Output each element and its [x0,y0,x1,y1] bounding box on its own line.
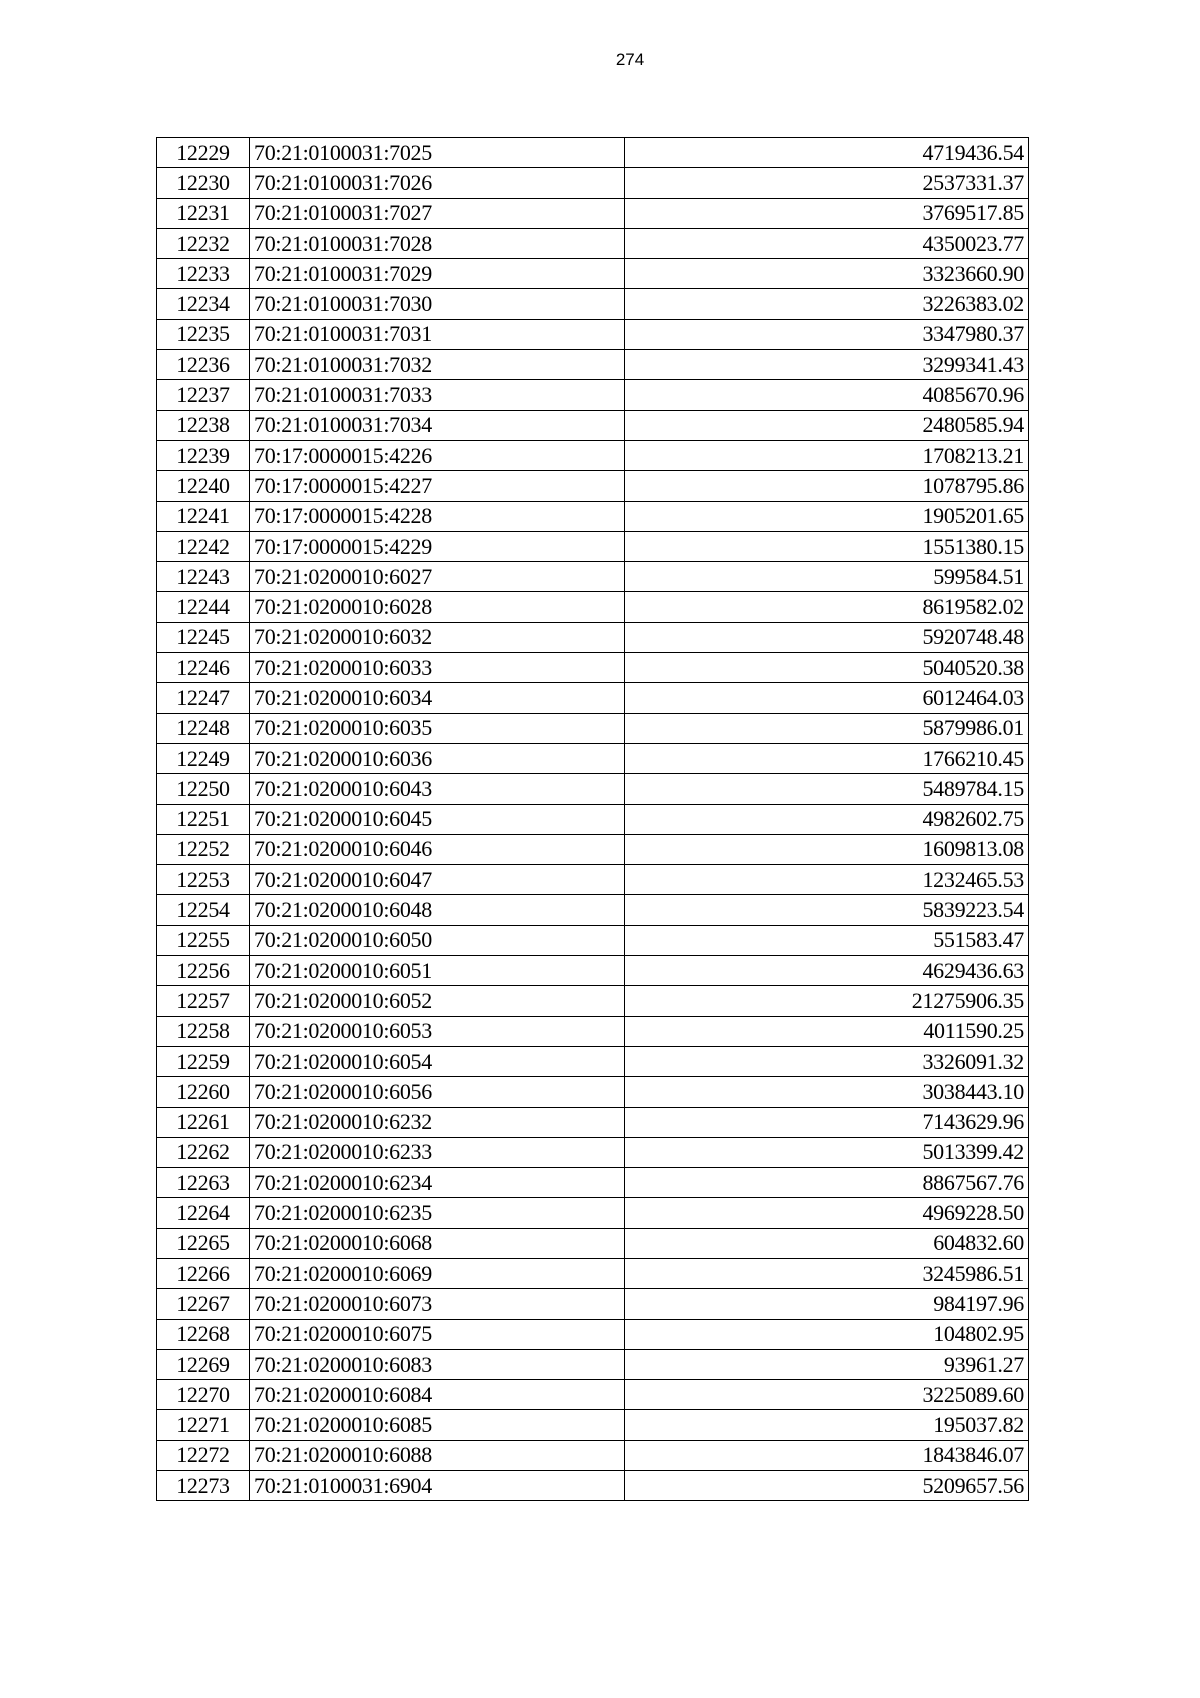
row-number-cell: 12235 [157,319,250,349]
table-row [157,138,1029,168]
table-row [157,1228,1029,1258]
row-number-cell: 12238 [157,410,250,440]
table-row [157,1107,1029,1137]
cadastral-number-cell: 70:21:0200010:6235 [250,1198,625,1228]
row-number-cell: 12264 [157,1198,250,1228]
cadastral-number-cell: 70:21:0200010:6051 [250,956,625,986]
row-number-cell: 12268 [157,1319,250,1349]
table-row [157,259,1029,289]
table-row [157,289,1029,319]
row-number-cell: 12233 [157,259,250,289]
cadastral-number-cell: 70:21:0200010:6035 [250,713,625,743]
value-cell: 4719436.54 [625,138,1029,168]
value-cell: 604832.60 [625,1228,1029,1258]
table-row [157,1046,1029,1076]
value-cell: 93961.27 [625,1349,1029,1379]
cadastral-number-cell: 70:21:0200010:6232 [250,1107,625,1137]
row-number-cell: 12246 [157,653,250,683]
cadastral-number-cell: 70:21:0200010:6027 [250,562,625,592]
value-cell: 3769517.85 [625,198,1029,228]
table-row [157,592,1029,622]
table-row [157,743,1029,773]
value-cell: 4011590.25 [625,1016,1029,1046]
table-row [157,380,1029,410]
table-row [157,713,1029,743]
row-number-cell: 12259 [157,1046,250,1076]
row-number-cell: 12257 [157,986,250,1016]
table-row [157,1349,1029,1379]
row-number-cell: 12258 [157,1016,250,1046]
row-number-cell: 12230 [157,168,250,198]
table-row [157,1137,1029,1167]
cadastral-number-cell: 70:21:0200010:6028 [250,592,625,622]
cadastral-number-cell: 70:21:0200010:6234 [250,1168,625,1198]
cadastral-number-cell: 70:21:0200010:6043 [250,774,625,804]
cadastral-number-cell: 70:21:0200010:6034 [250,683,625,713]
value-cell: 4969228.50 [625,1198,1029,1228]
cadastral-number-cell: 70:21:0200010:6069 [250,1258,625,1288]
table-row [157,834,1029,864]
table-row [157,228,1029,258]
cadastral-number-cell: 70:17:0000015:4229 [250,531,625,561]
value-cell: 195037.82 [625,1410,1029,1440]
table-row [157,774,1029,804]
cadastral-number-cell: 70:21:0100031:7034 [250,410,625,440]
table-row [157,1198,1029,1228]
value-cell: 8619582.02 [625,592,1029,622]
table-row [157,1471,1029,1501]
row-number-cell: 12250 [157,774,250,804]
row-number-cell: 12263 [157,1168,250,1198]
value-cell: 1708213.21 [625,440,1029,470]
value-cell: 1078795.86 [625,471,1029,501]
value-cell: 7143629.96 [625,1107,1029,1137]
table-row [157,1289,1029,1319]
value-cell: 5013399.42 [625,1137,1029,1167]
value-cell: 8867567.76 [625,1168,1029,1198]
cadastral-number-cell: 70:17:0000015:4227 [250,471,625,501]
row-number-cell: 12244 [157,592,250,622]
table-row [157,804,1029,834]
table-row [157,1380,1029,1410]
cadastral-number-cell: 70:21:0200010:6088 [250,1440,625,1470]
cadastral-number-cell: 70:21:0200010:6075 [250,1319,625,1349]
cadastral-number-cell: 70:21:0100031:7029 [250,259,625,289]
row-number-cell: 12240 [157,471,250,501]
value-cell: 6012464.03 [625,683,1029,713]
table-row [157,1077,1029,1107]
row-number-cell: 12232 [157,228,250,258]
cadastral-number-cell: 70:21:0200010:6054 [250,1046,625,1076]
table-row [157,986,1029,1016]
cadastral-number-cell: 70:21:0200010:6084 [250,1380,625,1410]
cadastral-number-cell: 70:21:0200010:6085 [250,1410,625,1440]
value-cell: 2480585.94 [625,410,1029,440]
cadastral-number-cell: 70:21:0100031:7030 [250,289,625,319]
row-number-cell: 12242 [157,531,250,561]
value-cell: 984197.96 [625,1289,1029,1319]
cadastral-number-cell: 70:21:0200010:6053 [250,1016,625,1046]
row-number-cell: 12229 [157,138,250,168]
cadastral-number-cell: 70:21:0100031:7031 [250,319,625,349]
table-row [157,471,1029,501]
table-row [157,956,1029,986]
row-number-cell: 12265 [157,1228,250,1258]
table-row [157,531,1029,561]
row-number-cell: 12272 [157,1440,250,1470]
value-cell: 5920748.48 [625,622,1029,652]
value-cell: 1232465.53 [625,865,1029,895]
value-cell: 3347980.37 [625,319,1029,349]
row-number-cell: 12241 [157,501,250,531]
value-cell: 104802.95 [625,1319,1029,1349]
table-row [157,1168,1029,1198]
row-number-cell: 12270 [157,1380,250,1410]
row-number-cell: 12247 [157,683,250,713]
value-cell: 599584.51 [625,562,1029,592]
table-row [157,350,1029,380]
cadastral-number-cell: 70:17:0000015:4228 [250,501,625,531]
cadastral-number-cell: 70:21:0200010:6048 [250,895,625,925]
row-number-cell: 12255 [157,925,250,955]
row-number-cell: 12254 [157,895,250,925]
cadastral-number-cell: 70:21:0100031:7032 [250,350,625,380]
registry-table [156,137,1029,1501]
table-row [157,198,1029,228]
row-number-cell: 12251 [157,804,250,834]
cadastral-number-cell: 70:21:0200010:6073 [250,1289,625,1319]
table-row [157,1016,1029,1046]
value-cell: 5839223.54 [625,895,1029,925]
value-cell: 1551380.15 [625,531,1029,561]
table-row [157,1440,1029,1470]
value-cell: 4350023.77 [625,228,1029,258]
table-row [157,622,1029,652]
row-number-cell: 12253 [157,865,250,895]
cadastral-number-cell: 70:21:0200010:6083 [250,1349,625,1379]
cadastral-number-cell: 70:17:0000015:4226 [250,440,625,470]
value-cell: 551583.47 [625,925,1029,955]
cadastral-number-cell: 70:21:0200010:6032 [250,622,625,652]
row-number-cell: 12260 [157,1077,250,1107]
value-cell: 4629436.63 [625,956,1029,986]
cadastral-number-cell: 70:21:0200010:6052 [250,986,625,1016]
table-row [157,653,1029,683]
value-cell: 3226383.02 [625,289,1029,319]
cadastral-number-cell: 70:21:0100031:7028 [250,228,625,258]
row-number-cell: 12231 [157,198,250,228]
cadastral-number-cell: 70:21:0200010:6050 [250,925,625,955]
value-cell: 5040520.38 [625,653,1029,683]
value-cell: 5879986.01 [625,713,1029,743]
cadastral-number-cell: 70:21:0100031:6904 [250,1471,625,1501]
row-number-cell: 12267 [157,1289,250,1319]
table-row [157,865,1029,895]
cadastral-number-cell: 70:21:0200010:6033 [250,653,625,683]
table-row [157,1258,1029,1288]
row-number-cell: 12234 [157,289,250,319]
table-row [157,925,1029,955]
row-number-cell: 12273 [157,1471,250,1501]
row-number-cell: 12252 [157,834,250,864]
row-number-cell: 12261 [157,1107,250,1137]
row-number-cell: 12271 [157,1410,250,1440]
value-cell: 2537331.37 [625,168,1029,198]
value-cell: 1609813.08 [625,834,1029,864]
registry-table-body [157,138,1029,1501]
cadastral-number-cell: 70:21:0200010:6233 [250,1137,625,1167]
value-cell: 1843846.07 [625,1440,1029,1470]
value-cell: 5209657.56 [625,1471,1029,1501]
table-row [157,168,1029,198]
row-number-cell: 12248 [157,713,250,743]
cadastral-number-cell: 70:21:0100031:7025 [250,138,625,168]
value-cell: 3245986.51 [625,1258,1029,1288]
cadastral-number-cell: 70:21:0200010:6046 [250,834,625,864]
cadastral-number-cell: 70:21:0200010:6056 [250,1077,625,1107]
value-cell: 3225089.60 [625,1380,1029,1410]
row-number-cell: 12243 [157,562,250,592]
row-number-cell: 12262 [157,1137,250,1167]
cadastral-number-cell: 70:21:0100031:7026 [250,168,625,198]
row-number-cell: 12245 [157,622,250,652]
value-cell: 21275906.35 [625,986,1029,1016]
table-row [157,410,1029,440]
row-number-cell: 12269 [157,1349,250,1379]
value-cell: 1905201.65 [625,501,1029,531]
table-row [157,319,1029,349]
table-row [157,440,1029,470]
row-number-cell: 12237 [157,380,250,410]
table-row [157,895,1029,925]
table-row [157,1319,1029,1349]
cadastral-number-cell: 70:21:0200010:6045 [250,804,625,834]
value-cell: 1766210.45 [625,743,1029,773]
value-cell: 5489784.15 [625,774,1029,804]
value-cell: 4982602.75 [625,804,1029,834]
table-row [157,501,1029,531]
value-cell: 3326091.32 [625,1046,1029,1076]
row-number-cell: 12236 [157,350,250,380]
value-cell: 3038443.10 [625,1077,1029,1107]
value-cell: 4085670.96 [625,380,1029,410]
cadastral-number-cell: 70:21:0200010:6036 [250,743,625,773]
value-cell: 3323660.90 [625,259,1029,289]
page-number: 274 [615,50,645,69]
table-row [157,1410,1029,1440]
row-number-cell: 12256 [157,956,250,986]
row-number-cell: 12249 [157,743,250,773]
table-row [157,683,1029,713]
cadastral-number-cell: 70:21:0200010:6047 [250,865,625,895]
cadastral-number-cell: 70:21:0100031:7027 [250,198,625,228]
value-cell: 3299341.43 [625,350,1029,380]
cadastral-number-cell: 70:21:0200010:6068 [250,1228,625,1258]
row-number-cell: 12239 [157,440,250,470]
cadastral-number-cell: 70:21:0100031:7033 [250,380,625,410]
table-row [157,562,1029,592]
row-number-cell: 12266 [157,1258,250,1288]
